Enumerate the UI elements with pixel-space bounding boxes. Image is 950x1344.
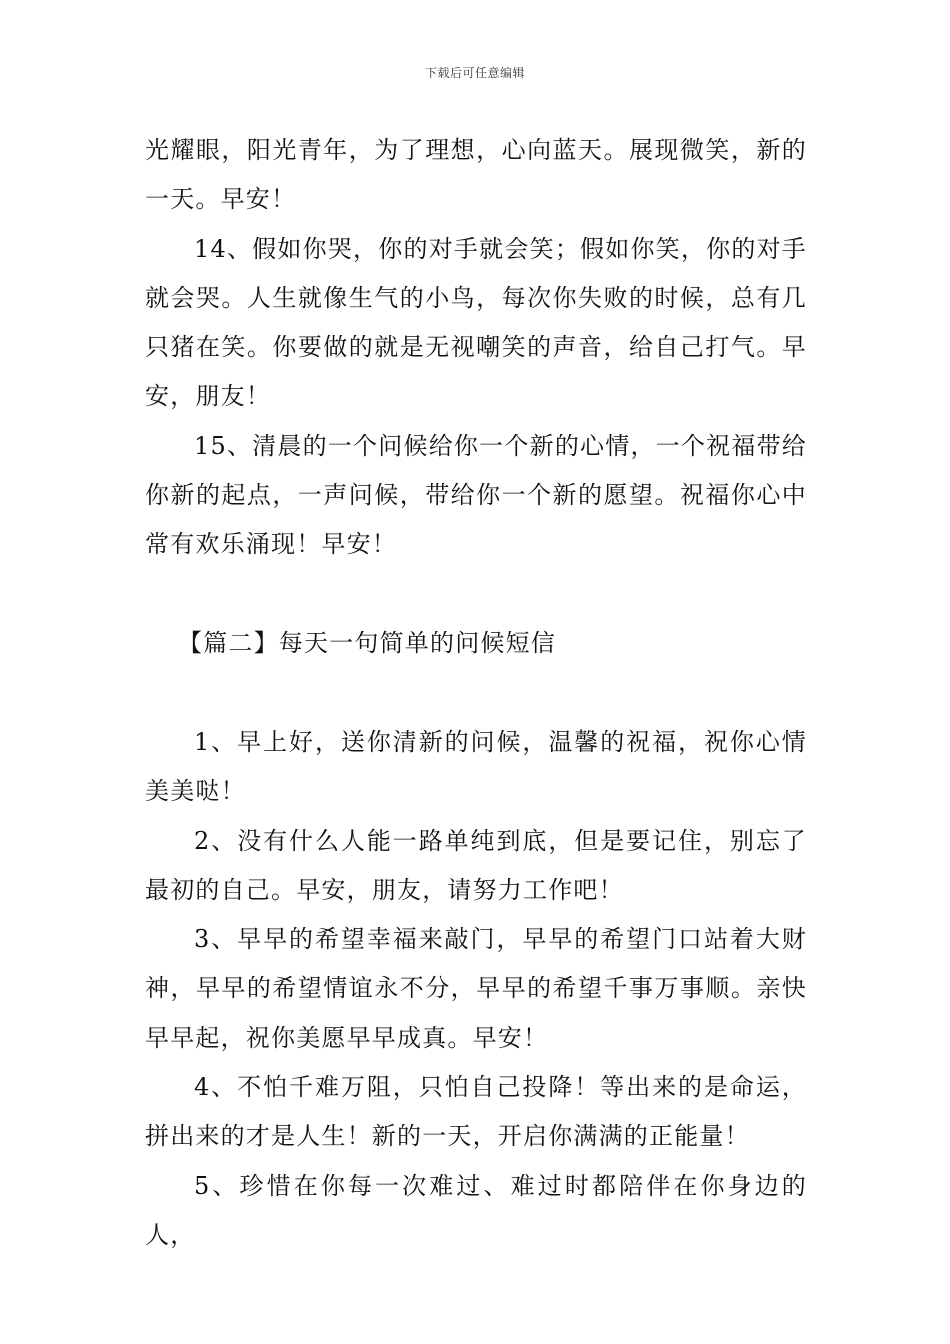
paragraph-1: 1、早上好，送你清新的问候，温馨的祝福，祝你心情美美哒！ — [145, 727, 807, 806]
document-body — [145, 126, 807, 1260]
paragraph-4: 4、不怕千难万阻，只怕自己投降！等出来的是命运，拼出来的才是人生！新的一天，开启你满满的正能量！ — [145, 1073, 807, 1151]
paragraph-2: 2、没有什么人能一路单纯到底，但是要记住，别忘了最初的自己。早安，朋友，请努力工作吧！ — [145, 826, 807, 904]
paragraph-14: 14、假如你哭，你的对手就会笑；假如你笑，你的对手就会哭。人生就像生气的小鸟，每次你失败的时候，总有几只猪在笑。你要做的就是无视嘲笑的声音，给自己打气。早安，朋友！ — [145, 234, 807, 411]
paragraph-5: 5、珍惜在你每一次难过、难过时都陪伴在你身边的人， — [145, 1171, 807, 1249]
page-header: 下载后可任意编辑 — [424, 66, 525, 80]
spacer — [145, 570, 807, 619]
spacer — [145, 668, 807, 718]
paragraph-13-continued: 光耀眼，阳光青年，为了理想，心向蓝天。展现微笑，新的一天。早安！ — [145, 136, 807, 214]
section-title: 【篇二】每天一句简单的问候短信 — [178, 628, 556, 657]
paragraph-3: 3、早早的希望幸福来敲门，早早的希望门口站着大财神，早早的希望情谊永不分，早早的希望千事万事顺。亲快早早起，祝你美愿早早成真。早安！ — [145, 925, 807, 1052]
paragraph-15: 15、清晨的一个问候给你一个新的心情，一个祝福带给你新的起点，一声问候，带给你一个新的愿望。祝福你心中常有欢乐涌现！早安！ — [145, 431, 807, 559]
